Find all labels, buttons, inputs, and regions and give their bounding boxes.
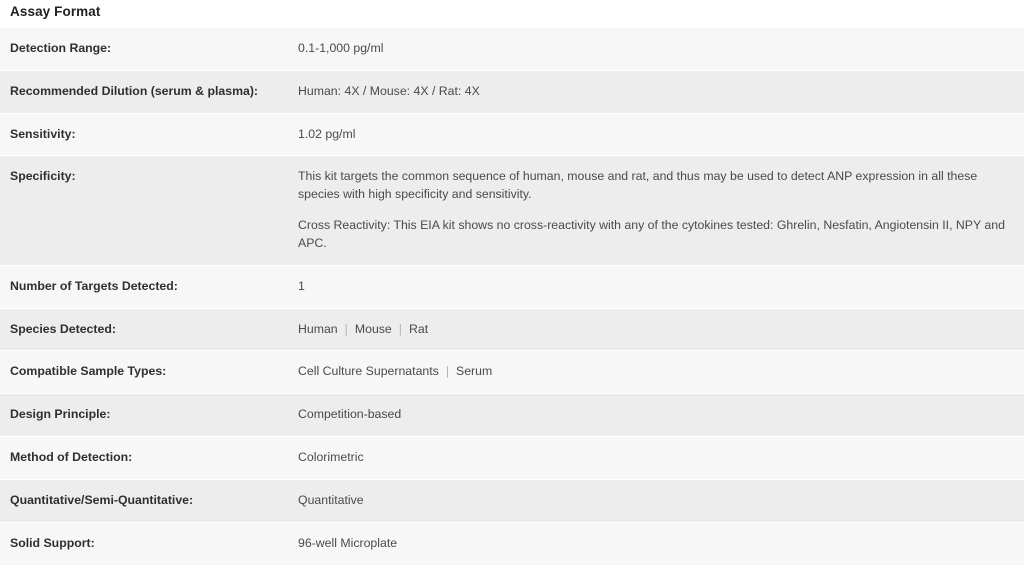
table-row	[0, 437, 1024, 480]
value-text: 96-well Microplate	[298, 535, 398, 550]
row-value	[288, 70, 1024, 113]
value-text: Competition-based	[298, 407, 402, 422]
table-row	[0, 28, 1024, 71]
row-value	[288, 28, 1024, 71]
row-label: Solid Support:	[0, 522, 288, 565]
row-value	[288, 113, 1024, 156]
value-chip: Cell Culture Supernatants	[298, 364, 439, 379]
row-label: Design Principle:	[0, 394, 288, 437]
value-chip-list	[298, 364, 492, 378]
row-value	[288, 479, 1024, 522]
value-text: 0.1-1,000 pg/ml	[298, 41, 384, 55]
value-text: 1	[298, 278, 305, 293]
value-text: 1.02 pg/ml	[298, 126, 356, 141]
row-value	[288, 437, 1024, 480]
value-text: Human: 4X / Mouse: 4X / Rat: 4X	[298, 83, 480, 98]
value-paragraph: This kit targets the common sequence of human, mouse and rat, and thus may be used to detect ANP expression in all these species with high specificity and sensitivity.	[298, 169, 978, 202]
value-paragraph: Cross Reactivity: This EIA kit shows no cross-reactivity with any of the cytokines tested: Ghrelin, Nesfatin, Angiotensin II, NPY and APC.	[298, 218, 1005, 250]
table-row	[0, 265, 1024, 308]
row-label: Number of Targets Detected:	[0, 265, 288, 308]
row-label: Quantitative/Semi-Quantitative:	[0, 479, 288, 522]
row-label: Method of Detection:	[0, 437, 288, 480]
chip-separator-icon: |	[445, 364, 450, 379]
row-value	[288, 308, 1024, 351]
page-title: Assay Format	[10, 4, 101, 19]
row-label: Specificity:	[0, 156, 288, 265]
row-label: Species Detected:	[0, 308, 288, 351]
row-label: Recommended Dilution (serum & plasma):	[0, 70, 288, 113]
row-label: Detection Range:	[0, 28, 288, 71]
value-text: Quantitative	[298, 492, 364, 507]
row-value	[288, 522, 1024, 565]
assay-format-table-body	[0, 28, 1024, 566]
table-row	[0, 308, 1024, 351]
row-value	[288, 351, 1024, 394]
table-row	[0, 394, 1024, 437]
row-value	[288, 394, 1024, 437]
value-chip: Human	[298, 321, 338, 336]
row-label: Sensitivity:	[0, 113, 288, 156]
value-chip: Mouse	[354, 321, 392, 336]
chip-separator-icon: |	[344, 321, 348, 336]
chip-separator-icon: |	[398, 321, 402, 336]
table-row	[0, 113, 1024, 156]
table-row	[0, 479, 1024, 522]
table-row	[0, 156, 1024, 265]
row-value	[288, 265, 1024, 308]
table-row	[0, 351, 1024, 394]
row-value	[288, 156, 1024, 265]
row-label: Compatible Sample Types:	[0, 351, 288, 394]
value-text: Colorimetric	[298, 450, 364, 465]
value-chip-list	[298, 322, 428, 336]
table-row	[0, 522, 1024, 565]
table-row	[0, 70, 1024, 113]
assay-format-table	[0, 27, 1024, 566]
value-chip: Rat	[408, 321, 429, 336]
value-chip: Serum	[456, 364, 493, 379]
